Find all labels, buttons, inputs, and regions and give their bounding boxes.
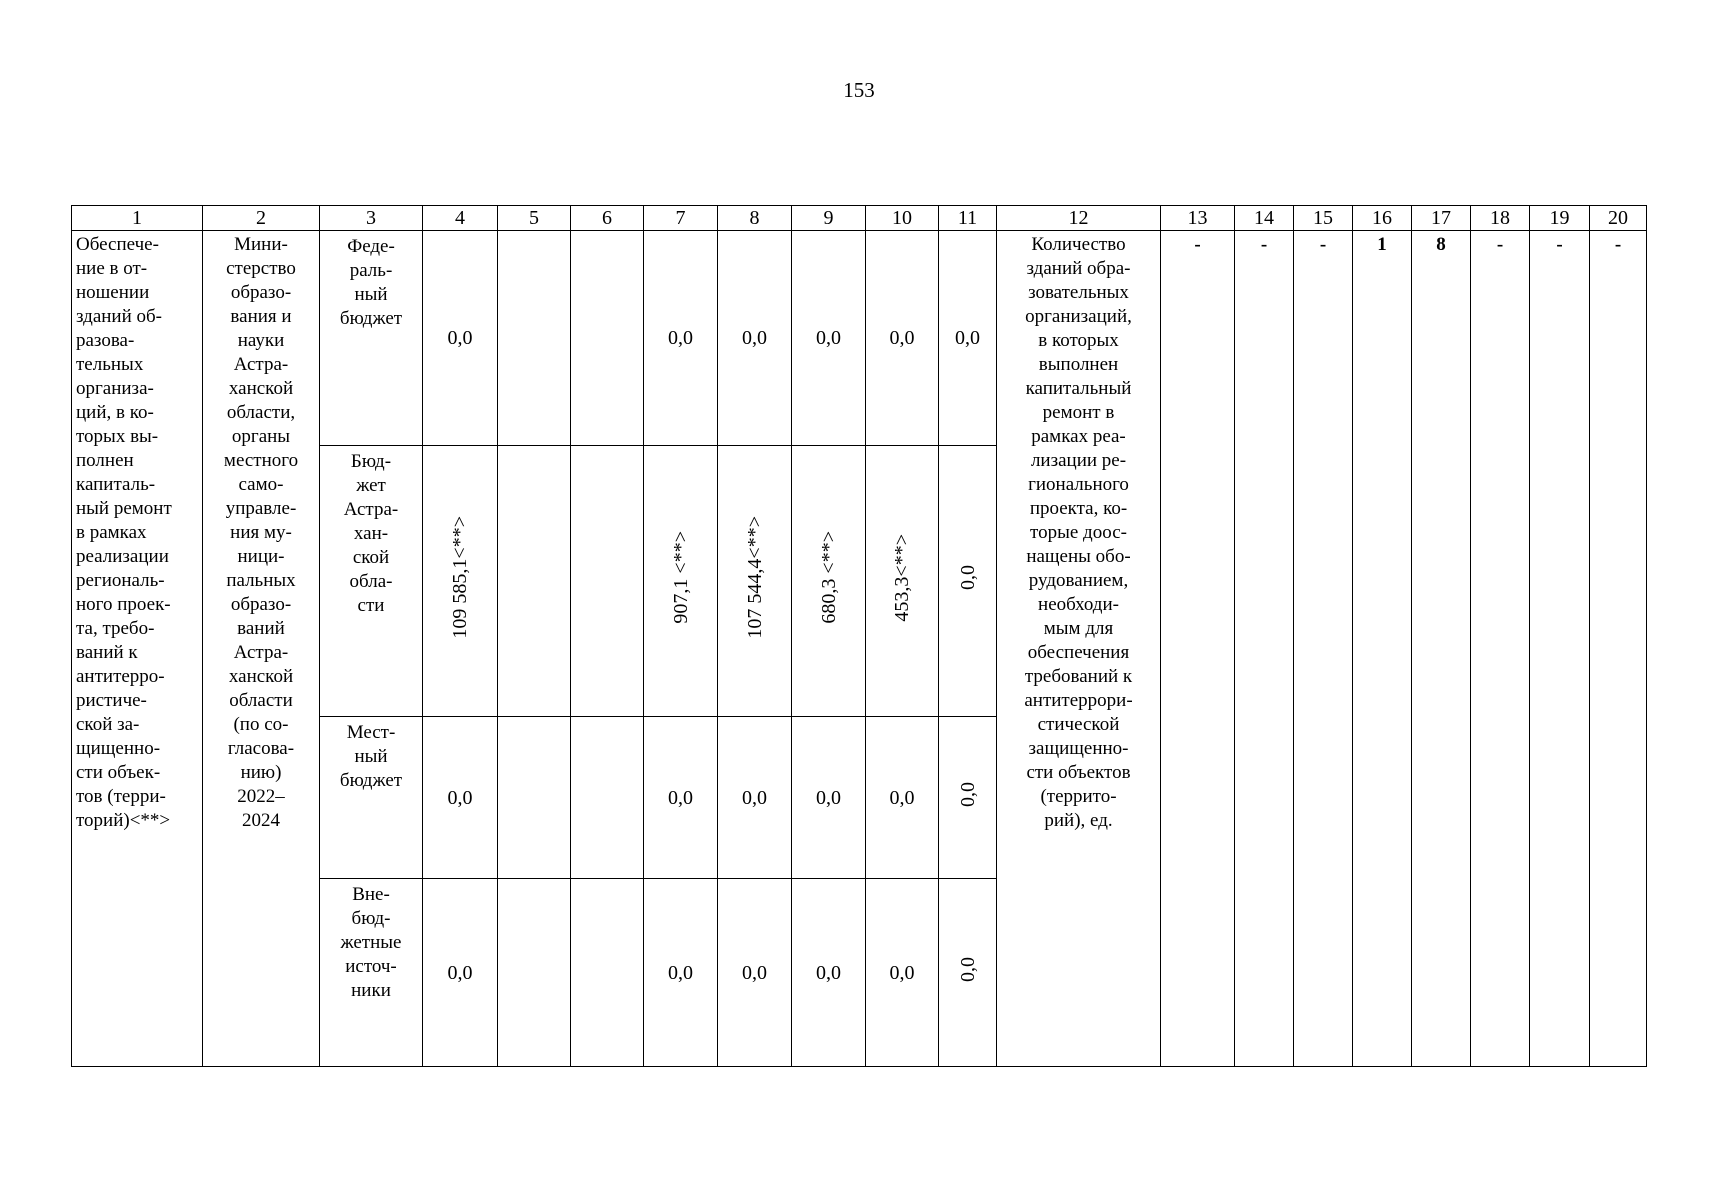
table-row <box>72 231 1647 446</box>
source-name: Вне- бюд- жетные источ- ники <box>340 884 402 1001</box>
executor-text: Мини- стерство образо- вания и науки Астра- ханской области, органы местного само- управле- ния му- ници- пальных образо- ваний Астра- ханской области (по со- гласова- нию) 2022– 2024 <box>223 234 299 831</box>
value-cell <box>939 446 997 717</box>
value-cell: 0,0 <box>718 879 792 1067</box>
indicator-value-cell: - <box>1471 231 1530 1067</box>
value-cell <box>498 446 571 717</box>
measure-name-cell <box>72 231 203 1067</box>
header-col-17: 17 <box>1412 206 1471 231</box>
indicator-value-cell: 1 <box>1353 231 1412 1067</box>
executor-cell <box>203 231 320 1067</box>
indicator-text: Количество зданий обра- зовательных организаций, в которых выполнен капитальный ремонт в рамках реа- лизации ре- гионального проекта, ко- торые доос- нащены обо- рудованием, необходи- мым для обеспечения требований к антитеррори- стической защищенно- сти объектов (террито- рий), ед. <box>1024 234 1133 831</box>
source-name: Мест- ный бюджет <box>339 722 403 791</box>
header-col-12: 12 <box>997 206 1161 231</box>
value-cell <box>498 717 571 879</box>
value-cell <box>939 879 997 1067</box>
value-cell: 0,0 <box>792 879 866 1067</box>
header-col-16: 16 <box>1353 206 1412 231</box>
header-row <box>72 206 1647 231</box>
value-cell: 0,0 <box>792 717 866 879</box>
header-col-20: 20 <box>1590 206 1647 231</box>
source-cell <box>320 879 423 1067</box>
indicator-value-cell: - <box>1235 231 1294 1067</box>
value-text: 453,3<**> <box>891 533 913 622</box>
value-cell <box>571 231 644 446</box>
value-text: 907,1 <**> <box>669 531 692 624</box>
value-cell <box>423 446 498 717</box>
value-cell <box>571 879 644 1067</box>
value-cell: 0,0 <box>866 879 939 1067</box>
header-col-4: 4 <box>423 206 498 231</box>
header-col-9: 9 <box>792 206 866 231</box>
program-table <box>71 205 1647 1067</box>
header-col-18: 18 <box>1471 206 1530 231</box>
value-cell: 0,0 <box>644 879 718 1067</box>
value-text: 109 585,1<**> <box>449 516 471 639</box>
value-text: 107 544,4<**> <box>743 516 766 639</box>
header-col-2: 2 <box>203 206 320 231</box>
source-name: Бюд- жет Астра- хан- ской обла- сти <box>343 451 399 616</box>
value-text: 0,0 <box>956 565 979 590</box>
value-cell <box>792 446 866 717</box>
header-col-6: 6 <box>571 206 644 231</box>
source-cell <box>320 446 423 717</box>
value-cell: 0,0 <box>644 231 718 446</box>
header-col-7: 7 <box>644 206 718 231</box>
value-cell: 0,0 <box>866 231 939 446</box>
value-cell: 0,0 <box>939 231 997 446</box>
page-number: 153 <box>843 78 875 102</box>
value-cell <box>939 717 997 879</box>
header-col-10: 10 <box>866 206 939 231</box>
value-cell: 0,0 <box>866 717 939 879</box>
header-col-14: 14 <box>1235 206 1294 231</box>
value-cell: 0,0 <box>423 879 498 1067</box>
value-cell <box>571 717 644 879</box>
header-col-19: 19 <box>1530 206 1590 231</box>
header-col-11: 11 <box>939 206 997 231</box>
value-cell: 0,0 <box>644 717 718 879</box>
indicator-value-cell: - <box>1590 231 1647 1067</box>
source-name: Феде- раль- ный бюджет <box>339 236 403 329</box>
value-text: 680,3 <**> <box>817 531 840 624</box>
measure-name: Обеспече- ние в от- ношении зданий об- разова- тельных организа- ций, в ко- торых вы- полнен капиталь- ный ремонт в рамках реализации региональ- ного проек- та, требо- ваний к антитерро- ристиче- ской за- щищенно- сти объек- тов (терри- торий)<**> <box>76 234 172 831</box>
value-cell <box>498 231 571 446</box>
value-cell <box>571 446 644 717</box>
header-col-3: 3 <box>320 206 423 231</box>
header-col-13: 13 <box>1161 206 1235 231</box>
value-cell: 0,0 <box>423 717 498 879</box>
value-cell <box>718 446 792 717</box>
value-cell: 0,0 <box>718 717 792 879</box>
header-col-5: 5 <box>498 206 571 231</box>
indicator-cell <box>997 231 1161 1067</box>
header-col-15: 15 <box>1294 206 1353 231</box>
value-cell: 0,0 <box>718 231 792 446</box>
value-text: 0,0 <box>956 781 979 807</box>
indicator-value-cell: 8 <box>1412 231 1471 1067</box>
value-cell <box>866 446 939 717</box>
indicator-value-cell: - <box>1161 231 1235 1067</box>
source-cell <box>320 717 423 879</box>
indicator-value-cell: - <box>1294 231 1353 1067</box>
value-cell <box>498 879 571 1067</box>
value-cell: 0,0 <box>423 231 498 446</box>
value-cell: 0,0 <box>792 231 866 446</box>
header-col-1: 1 <box>72 206 203 231</box>
source-cell <box>320 231 423 446</box>
value-text: 0,0 <box>956 956 979 982</box>
header-col-8: 8 <box>718 206 792 231</box>
indicator-value-cell: - <box>1530 231 1590 1067</box>
value-cell <box>644 446 718 717</box>
